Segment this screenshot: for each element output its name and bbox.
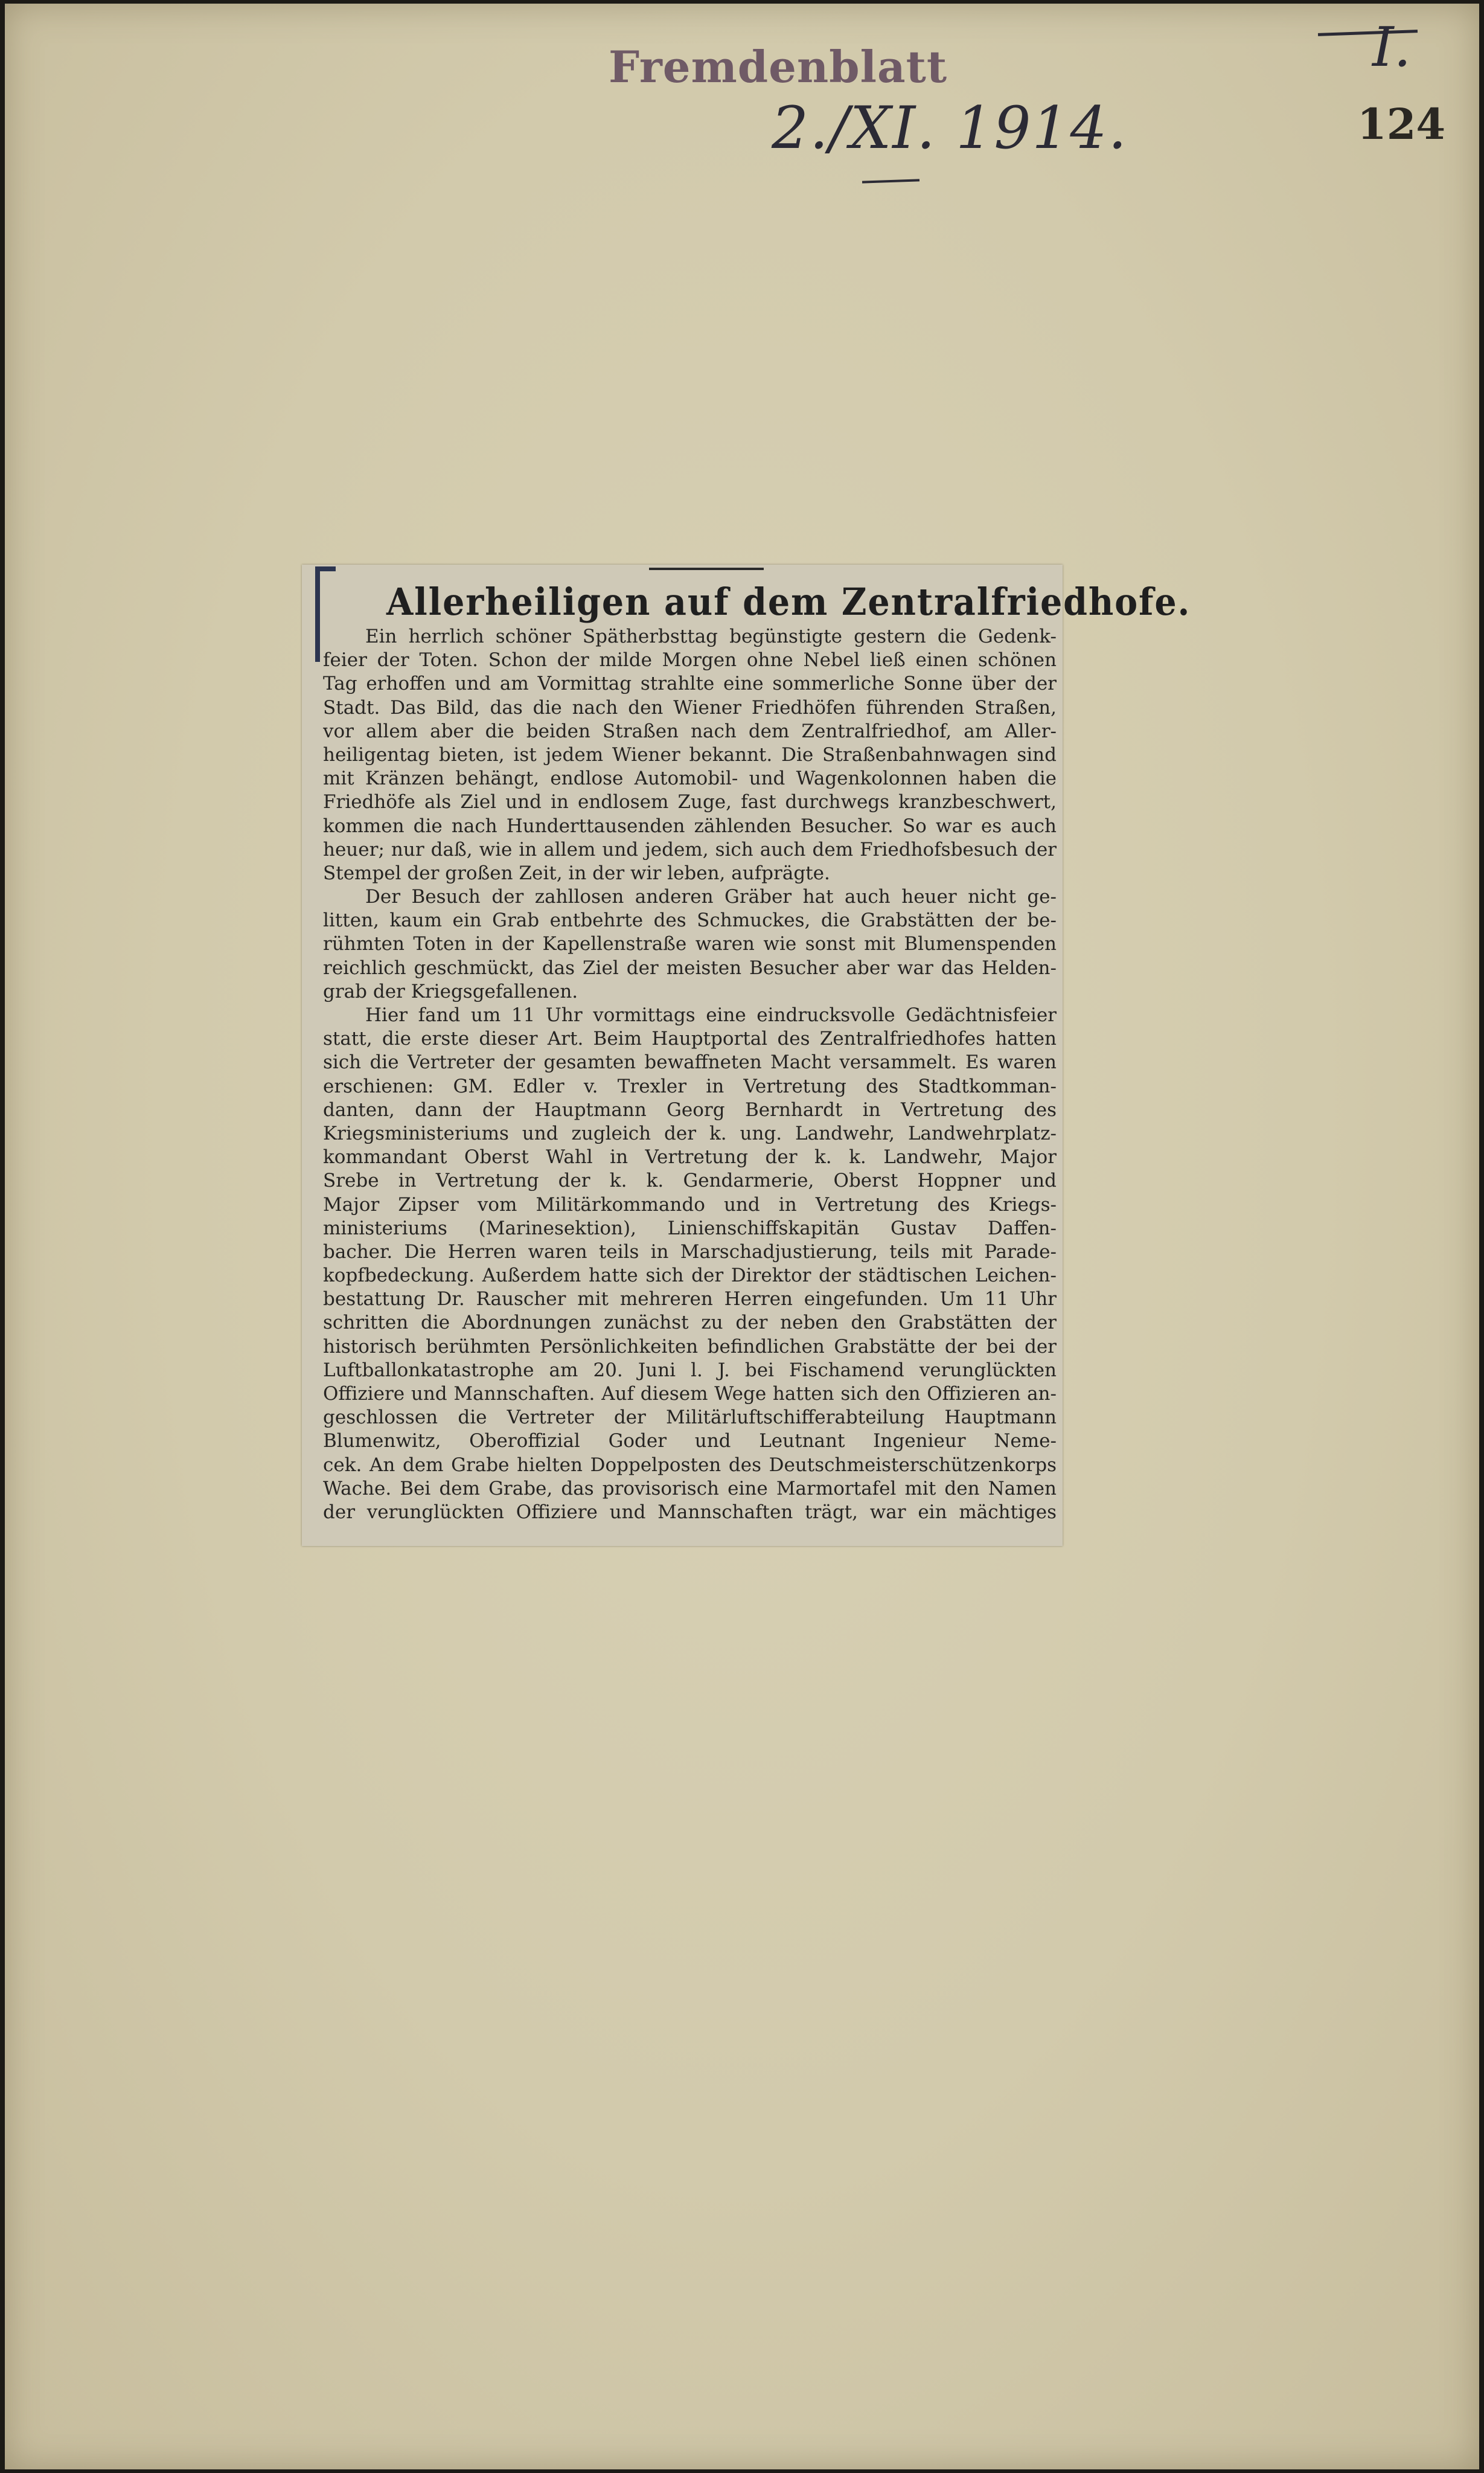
text-line: schritten die Abordnungen zunächst zu der neben den Grabstätten der: [323, 1312, 1057, 1334]
text-line: kommen die nach Hunderttausenden zählenden Besucher. So war es auch: [323, 815, 1057, 837]
text-line: kommandant Oberst Wahl in Vertretung der k. k. Landwehr, Major: [323, 1146, 1057, 1169]
text-line: Srebe in Vertretung der k. k. Gendarmerie, Oberst Hoppner und: [323, 1170, 1057, 1192]
text-line: erschienen: GM. Edler v. Trexler in Vertretung des Stadtkomman-: [323, 1075, 1057, 1097]
text-line: rühmten Toten in der Kapellenstraße waren wie sonst mit Blumenspenden: [323, 933, 1057, 955]
paragraph-1: [323, 625, 1057, 885]
text-line: Stempel der großen Zeit, in der wir leben, aufprägte.: [323, 862, 830, 884]
text-line: Ein herrlich schöner Spätherbsttag begünstigte gestern die Gedenk-: [365, 626, 1057, 647]
text-line: litten, kaum ein Grab entbehrte des Schmuckes, die Grabstätten der be-: [323, 909, 1057, 932]
text-line: Stadt. Das Bild, das die nach den Wiener Friedhöfen führenden Straßen,: [323, 696, 1057, 719]
text-line: sich die Vertreter der gesamten bewaffneten Macht versammelt. Es waren: [323, 1051, 1057, 1074]
page-number: 124: [1357, 99, 1446, 149]
text-line: Blumenwitz, Oberoffizial Goder und Leutnant Ingenieur Neme-: [323, 1430, 1057, 1452]
text-line: kopfbedeckung. Außerdem hatte sich der Direktor der städtischen Leichen-: [323, 1265, 1057, 1287]
text-line: ministeriums (Marinesektion), Linienschiffskapitän Gustav Daffen-: [323, 1217, 1057, 1239]
text-line: Der Besuch der zahllosen anderen Gräber hat auch heuer nicht ge-: [365, 886, 1057, 908]
text-line: Hier fand um 11 Uhr vormittags eine eindrucksvolle Gedächtnisfeier: [365, 1004, 1057, 1026]
paragraph-3: [323, 1004, 1057, 1524]
text-line: vor allem aber die beiden Straßen nach dem Zentralfriedhof, am Aller-: [323, 720, 1057, 742]
text-line: feier der Toten. Schon der milde Morgen ohne Nebel ließ einen schönen: [323, 649, 1057, 672]
text-line: mit Kränzen behängt, endlose Automobil- und Wagenkolonnen haben die: [323, 768, 1057, 790]
text-line: historisch berühmten Persönlichkeiten befindlichen Grabstätte der bei der: [323, 1335, 1057, 1358]
text-line: Wache. Bei dem Grabe, das provisorisch eine Marmortafel mit den Namen: [323, 1477, 1057, 1500]
text-line: Kriegsministeriums und zugleich der k. ung. Landwehr, Landwehrplatz-: [323, 1122, 1057, 1144]
text-line: Luftballonkatastrophe am 20. Juni l. J. bei Fischamend verunglückten: [323, 1359, 1057, 1381]
text-line: Tag erhoffen und am Vormittag strahlte eine sommerliche Sonne über der: [323, 673, 1057, 695]
text-line: heuer; nur daß, wie in allem und jedem, sich auch dem Friedhofsbesuch der: [323, 838, 1057, 861]
text-line: bacher. Die Herren waren teils in Marschadjustierung, teils mit Parade-: [323, 1240, 1057, 1263]
paragraph-2: [323, 885, 1057, 1004]
text-line: reichlich geschmückt, das Ziel der meisten Besucher aber war das Helden-: [323, 957, 1057, 979]
article-headline: Allerheiligen auf dem Zentralfriedhofe.: [386, 580, 1191, 624]
article-body: [323, 625, 1057, 1524]
text-line: geschlossen die Vertreter der Militärluftschifferabteilung Hauptmann: [323, 1406, 1057, 1429]
roman-numeral-mark: I.: [1372, 16, 1412, 79]
text-line: cek. An dem Grabe hielten Doppelposten des Deutschmeisterschützenkorps: [323, 1454, 1057, 1476]
clipping-top-rule: [649, 568, 764, 570]
text-line: heiligentag bieten, ist jedem Wiener bekannt. Die Straßenbahnwagen sind: [323, 743, 1057, 766]
text-line: Friedhöfe als Ziel und in endlosem Zuge, fast durchwegs kranzbeschwert,: [323, 791, 1057, 813]
text-line: Offiziere und Mannschaften. Auf diesem Wege hatten sich den Offizieren an-: [323, 1383, 1057, 1405]
text-line: der verunglückten Offiziere und Mannschaften trägt, war ein mächtiges: [323, 1501, 1057, 1523]
text-line: grab der Kriegsgefallenen.: [323, 980, 578, 1002]
text-line: Major Zipser vom Militärkommando und in Vertretung des Kriegs-: [323, 1193, 1057, 1216]
handwritten-date: 2./XI. 1914.: [772, 94, 1128, 162]
date-underline: [862, 179, 920, 183]
text-line: bestattung Dr. Rauscher mit mehreren Herren eingefunden. Um 11 Uhr: [323, 1288, 1057, 1310]
source-stamp: Fremdenblatt: [609, 41, 948, 92]
text-line: danten, dann der Hauptmann Georg Bernhardt in Vertretung des: [323, 1099, 1057, 1121]
text-line: statt, die erste dieser Art. Beim Hauptportal des Zentralfriedhofes hatten: [323, 1028, 1057, 1050]
